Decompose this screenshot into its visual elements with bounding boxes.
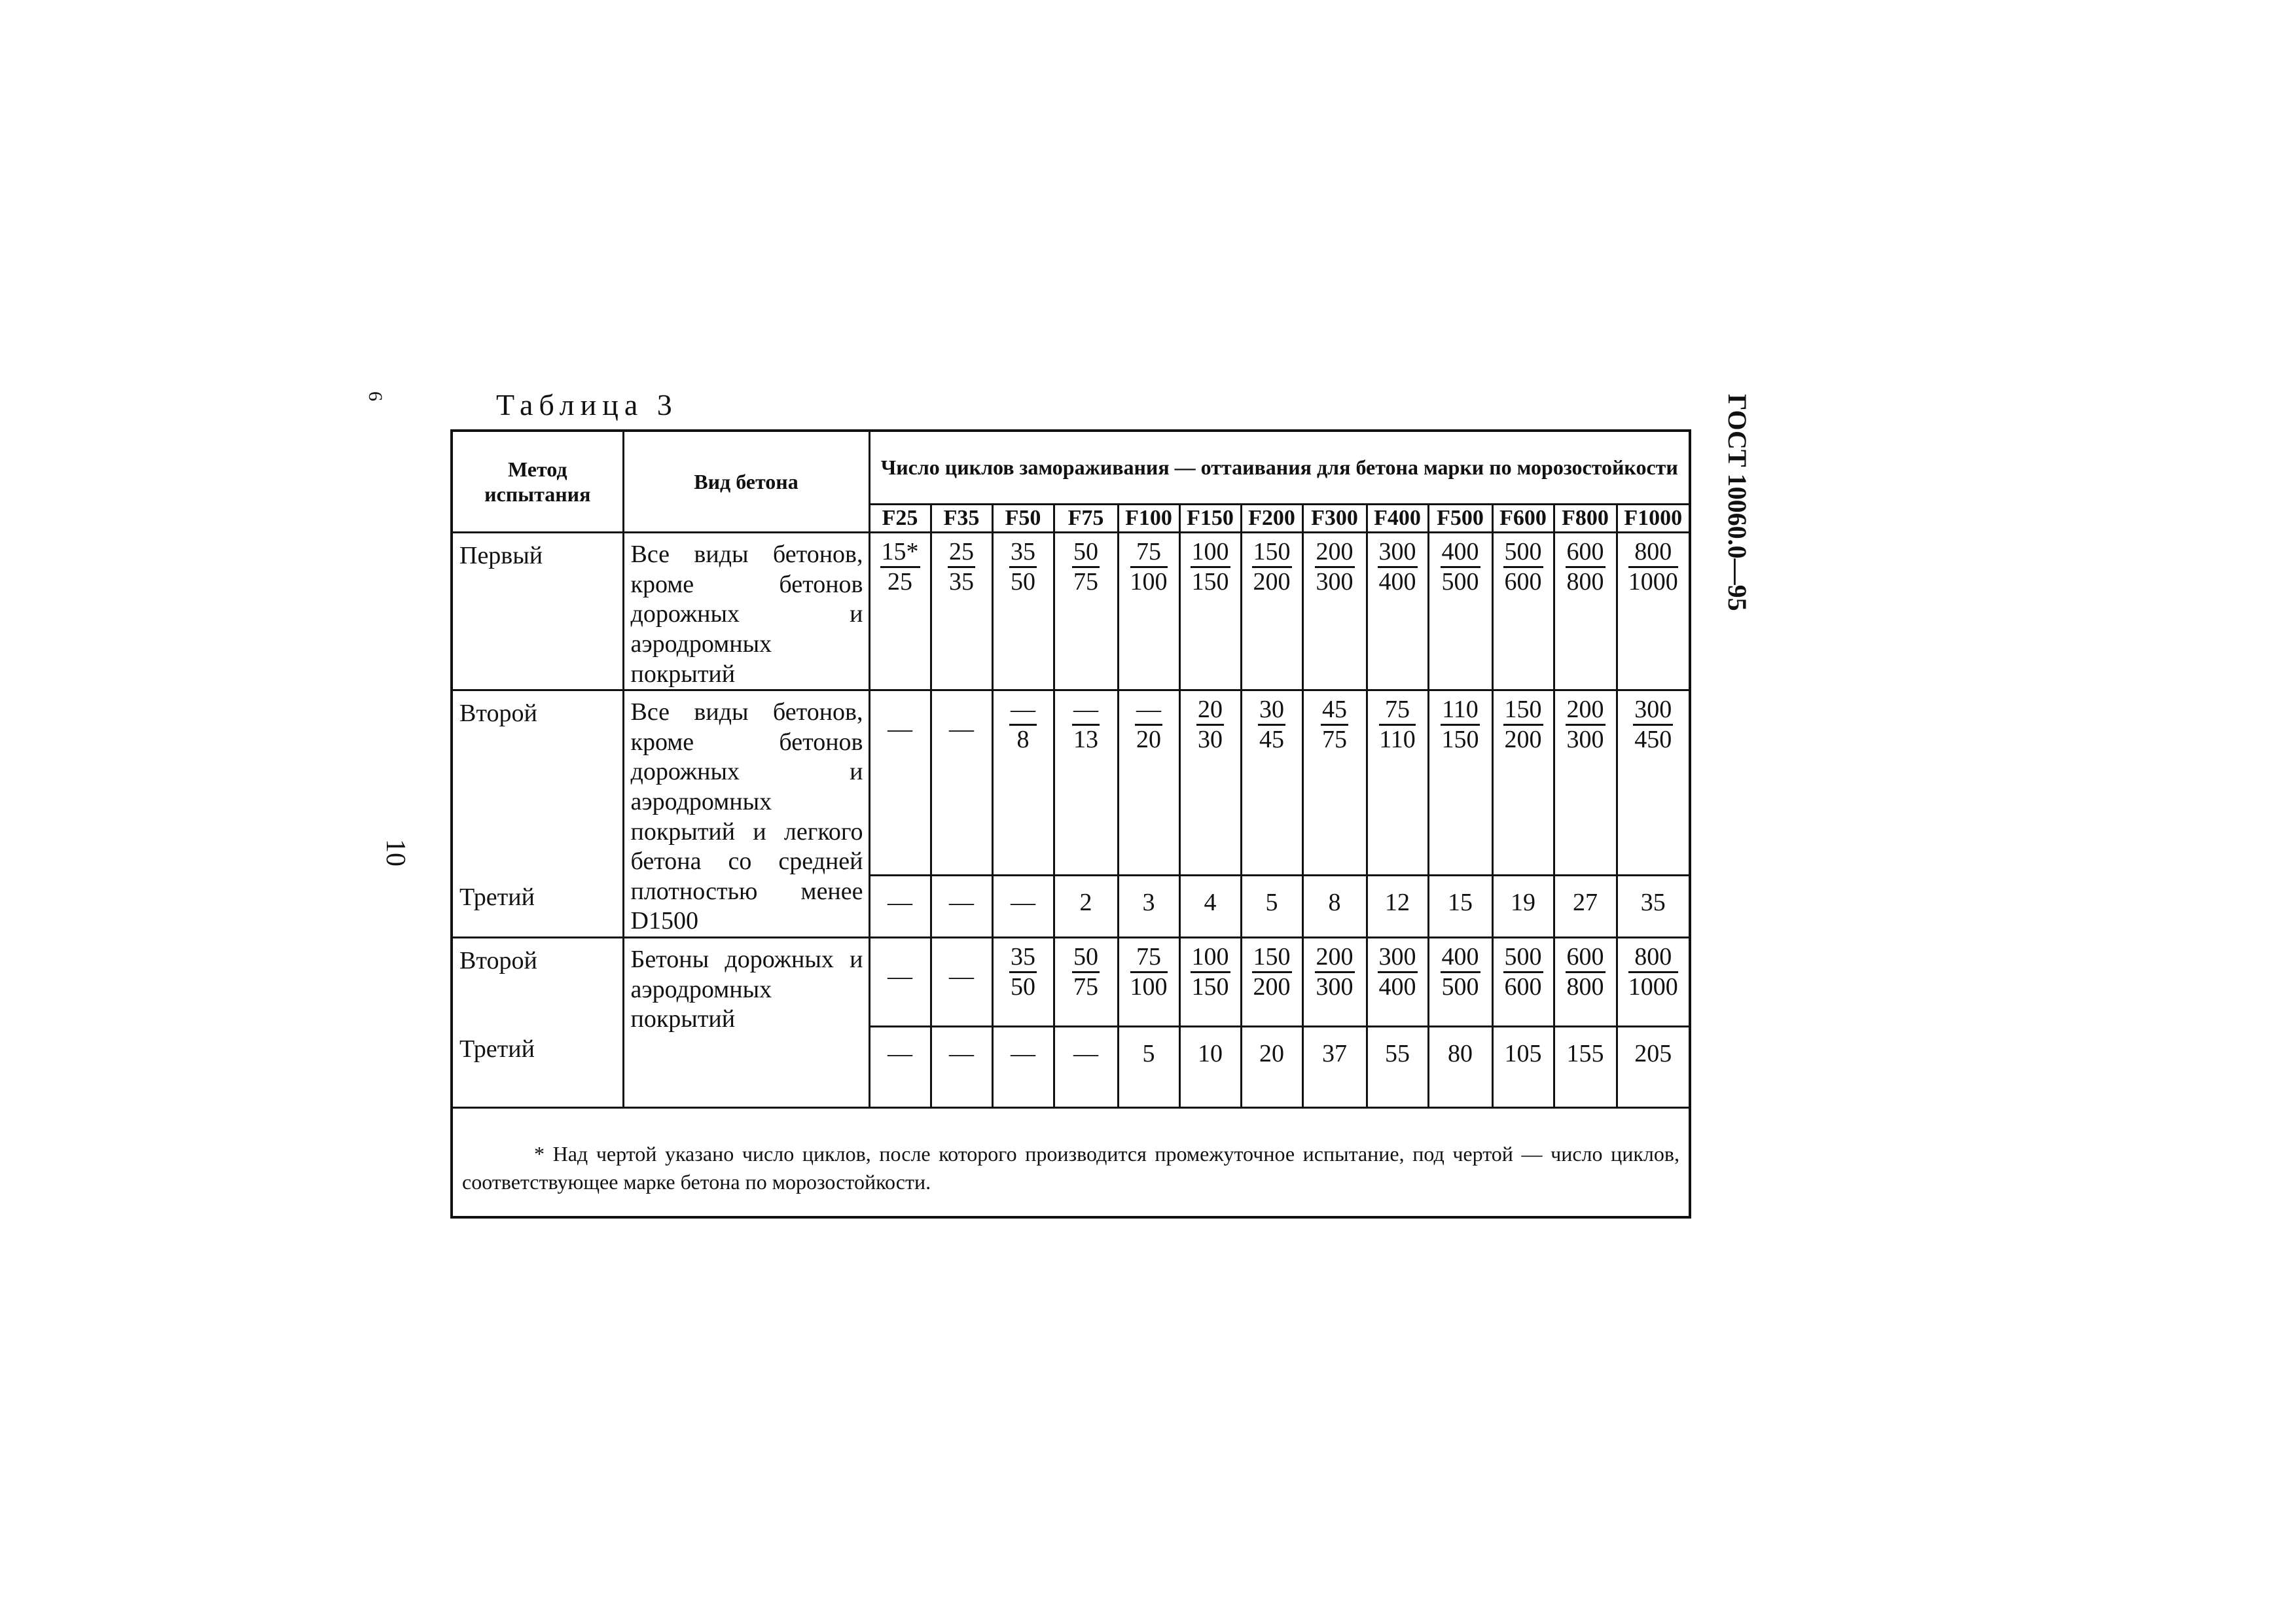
cycle-count: — xyxy=(949,1040,974,1068)
fraction xyxy=(1441,696,1480,754)
cycle-count: — xyxy=(949,888,974,916)
fraction-denominator: 50 xyxy=(1011,972,1035,1001)
value-cell xyxy=(869,938,931,1027)
cycle-count: 105 xyxy=(1504,1040,1542,1068)
fraction-denominator: 100 xyxy=(1130,972,1168,1001)
value-cell xyxy=(1054,938,1118,1027)
value-cell xyxy=(1054,533,1118,690)
cycle-count: 205 xyxy=(1634,1040,1672,1068)
fraction xyxy=(1191,539,1230,596)
value-cell xyxy=(1054,1027,1118,1108)
value-cell xyxy=(1617,875,1690,937)
cycle-count: 8 xyxy=(1328,888,1341,916)
fraction-denominator: 75 xyxy=(1073,972,1098,1001)
value-cell xyxy=(1617,690,1690,875)
fraction-denominator: 400 xyxy=(1378,568,1416,596)
fraction xyxy=(1315,539,1355,596)
fraction-denominator: 20 xyxy=(1136,726,1161,754)
fraction xyxy=(1252,944,1292,1001)
value-cell xyxy=(1054,690,1118,875)
dash-value: — xyxy=(949,715,974,743)
fraction-numerator: 200 xyxy=(1315,539,1355,568)
fraction-denominator: 75 xyxy=(1322,726,1347,754)
value-cell xyxy=(1118,938,1179,1027)
fraction-numerator: — xyxy=(1009,696,1037,726)
header-method: Метод испытания xyxy=(452,431,623,533)
value-cell xyxy=(1554,690,1617,875)
value-cell xyxy=(1179,875,1241,937)
value-cell xyxy=(1241,875,1302,937)
fraction-numerator: 35 xyxy=(1009,944,1037,973)
value-cell xyxy=(1492,1027,1554,1108)
fraction-numerator: 75 xyxy=(1379,696,1416,726)
fraction xyxy=(1252,539,1292,596)
cycle-count: 12 xyxy=(1385,888,1410,916)
header-cycles: Число циклов замораживания — оттаивания для бетона марки по морозостойкости xyxy=(869,431,1690,504)
fraction xyxy=(1378,539,1418,596)
table-row xyxy=(452,938,1690,1027)
fraction-denominator: 150 xyxy=(1191,568,1229,596)
grade-f75: F75 xyxy=(1054,504,1118,533)
value-cell xyxy=(992,690,1054,875)
value-cell xyxy=(1241,690,1302,875)
fraction-numerator: 100 xyxy=(1191,539,1230,568)
fraction-denominator: 75 xyxy=(1073,568,1098,596)
cycle-count: 20 xyxy=(1259,1040,1284,1068)
value-cell xyxy=(869,1027,931,1108)
fraction-numerator: 150 xyxy=(1503,696,1543,726)
fraction xyxy=(1072,696,1100,754)
table-title: Таблица 3 xyxy=(496,388,678,421)
fraction-denominator: 450 xyxy=(1634,726,1672,754)
fraction xyxy=(1072,944,1100,1001)
fraction xyxy=(1009,944,1037,1001)
fraction xyxy=(1628,944,1678,1001)
fraction xyxy=(1633,696,1673,754)
cycle-count: 19 xyxy=(1511,888,1535,916)
fraction xyxy=(1503,944,1543,1001)
value-cell xyxy=(1179,690,1241,875)
fraction xyxy=(1503,696,1543,754)
value-cell xyxy=(1367,875,1428,937)
value-cell xyxy=(1302,533,1367,690)
fraction-numerator: 25 xyxy=(948,539,975,568)
fraction-denominator: 500 xyxy=(1441,972,1479,1001)
fraction xyxy=(1009,539,1037,596)
fraction-numerator: 100 xyxy=(1191,944,1230,973)
cycle-count: 37 xyxy=(1322,1040,1347,1068)
value-cell xyxy=(1617,533,1690,690)
fraction xyxy=(1566,539,1605,596)
grade-f800: F800 xyxy=(1554,504,1617,533)
value-cell xyxy=(992,1027,1054,1108)
fraction-numerator: 20 xyxy=(1196,696,1224,726)
fraction xyxy=(1258,696,1285,754)
grade-f200: F200 xyxy=(1241,504,1302,533)
fraction xyxy=(1135,696,1162,754)
fraction-denominator: 13 xyxy=(1073,726,1098,754)
fraction-denominator: 800 xyxy=(1566,568,1604,596)
fraction-numerator: 200 xyxy=(1315,944,1355,973)
value-cell xyxy=(1367,938,1428,1027)
fraction xyxy=(948,539,975,596)
fraction xyxy=(1321,696,1348,754)
cycle-count: 5 xyxy=(1265,888,1278,916)
fraction-numerator: 800 xyxy=(1628,944,1678,973)
fraction xyxy=(1072,539,1100,596)
fraction-numerator: 150 xyxy=(1252,539,1292,568)
value-cell xyxy=(992,533,1054,690)
fraction xyxy=(1130,539,1168,596)
value-cell xyxy=(931,875,992,937)
value-cell xyxy=(869,533,931,690)
value-cell xyxy=(1367,1027,1428,1108)
cycle-count: 5 xyxy=(1142,1040,1155,1068)
value-cell xyxy=(1554,1027,1617,1108)
value-cell xyxy=(1617,1027,1690,1108)
cycle-count: — xyxy=(1011,888,1035,916)
fraction-numerator: 800 xyxy=(1628,539,1678,568)
fraction-numerator: 15* xyxy=(880,539,920,568)
value-cell xyxy=(869,690,931,875)
fraction-denominator: 500 xyxy=(1441,568,1479,596)
fraction-denominator: 800 xyxy=(1566,972,1604,1001)
grade-f300: F300 xyxy=(1302,504,1367,533)
value-cell xyxy=(1179,533,1241,690)
value-cell xyxy=(1428,875,1492,937)
cycle-count: 15 xyxy=(1448,888,1473,916)
grade-f35: F35 xyxy=(931,504,992,533)
value-cell xyxy=(1492,875,1554,937)
fraction xyxy=(1196,696,1224,754)
kind-cell: Все виды бетонов, кроме бетонов дорожных и аэродромных покрытий xyxy=(623,533,869,690)
fraction xyxy=(1628,539,1678,596)
dash-value: — xyxy=(888,715,912,743)
kind-cell: Все виды бетонов, кроме бетонов дорожных и аэродромных покрытий и легкого бетона со средней плотностью менее D1500 xyxy=(623,690,869,938)
fraction-denominator: 1000 xyxy=(1628,972,1678,1001)
footnote xyxy=(452,1108,1690,1218)
fraction-denominator: 25 xyxy=(888,568,912,596)
fraction-numerator: 500 xyxy=(1503,944,1543,973)
grade-f25: F25 xyxy=(869,504,931,533)
fraction-numerator: 400 xyxy=(1441,539,1480,568)
frost-resistance-table xyxy=(450,429,1691,1219)
value-cell xyxy=(1302,1027,1367,1108)
value-cell xyxy=(1492,690,1554,875)
table-container xyxy=(450,429,1691,1219)
value-cell xyxy=(1428,690,1492,875)
value-cell xyxy=(1554,533,1617,690)
value-cell xyxy=(869,875,931,937)
fraction-denominator: 300 xyxy=(1316,972,1354,1001)
fraction-numerator: 400 xyxy=(1441,944,1480,973)
value-cell xyxy=(931,690,992,875)
grade-f100: F100 xyxy=(1118,504,1179,533)
value-cell xyxy=(1554,875,1617,937)
fraction xyxy=(1441,539,1480,596)
cycle-count: 27 xyxy=(1573,888,1598,916)
value-cell xyxy=(1241,533,1302,690)
value-cell xyxy=(1054,875,1118,937)
fraction-numerator: 75 xyxy=(1130,539,1168,568)
value-cell xyxy=(1428,1027,1492,1108)
cycle-count: — xyxy=(888,888,912,916)
value-cell xyxy=(1302,938,1367,1027)
fraction-numerator: 35 xyxy=(1009,539,1037,568)
fraction-numerator: — xyxy=(1072,696,1100,726)
fraction-denominator: 400 xyxy=(1378,972,1416,1001)
grade-f1000: F1000 xyxy=(1617,504,1690,533)
fraction-numerator: 600 xyxy=(1566,944,1605,973)
value-cell xyxy=(1617,938,1690,1027)
fraction-numerator: 300 xyxy=(1378,539,1418,568)
cycle-count: 2 xyxy=(1079,888,1092,916)
fraction-numerator: 200 xyxy=(1566,696,1605,726)
value-cell xyxy=(1554,938,1617,1027)
value-cell xyxy=(1428,533,1492,690)
fraction-denominator: 30 xyxy=(1198,726,1223,754)
fraction-denominator: 1000 xyxy=(1628,568,1678,596)
fraction-numerator: 500 xyxy=(1503,539,1543,568)
fraction xyxy=(1191,944,1230,1001)
cycle-count: 155 xyxy=(1566,1040,1604,1068)
cycle-count: — xyxy=(888,1040,912,1068)
value-cell xyxy=(1118,1027,1179,1108)
value-cell xyxy=(1367,533,1428,690)
value-cell xyxy=(1367,690,1428,875)
fraction-denominator: 150 xyxy=(1441,726,1479,754)
fraction xyxy=(1130,944,1168,1001)
value-cell xyxy=(1179,1027,1241,1108)
fraction-denominator: 300 xyxy=(1316,568,1354,596)
fraction-numerator: — xyxy=(1135,696,1162,726)
grade-f600: F600 xyxy=(1492,504,1554,533)
fraction xyxy=(1566,696,1605,754)
fraction-denominator: 110 xyxy=(1379,726,1416,754)
value-cell xyxy=(1302,690,1367,875)
value-cell xyxy=(1241,938,1302,1027)
cycle-count: — xyxy=(1011,1040,1035,1068)
value-cell xyxy=(1118,690,1179,875)
method-cell: Третий xyxy=(452,875,623,937)
fraction-denominator: 45 xyxy=(1259,726,1284,754)
value-cell xyxy=(1492,938,1554,1027)
value-cell xyxy=(1118,533,1179,690)
fraction xyxy=(1379,696,1416,754)
fraction-numerator: 150 xyxy=(1252,944,1292,973)
fraction-denominator: 200 xyxy=(1253,568,1291,596)
value-cell xyxy=(1302,875,1367,937)
dash-value: — xyxy=(888,963,912,991)
fraction-denominator: 200 xyxy=(1504,726,1542,754)
fraction xyxy=(1441,944,1480,1001)
value-cell xyxy=(992,875,1054,937)
fraction-numerator: 300 xyxy=(1378,944,1418,973)
value-cell xyxy=(931,533,992,690)
fraction-numerator: 50 xyxy=(1072,539,1100,568)
grade-f500: F500 xyxy=(1428,504,1492,533)
cycle-count: — xyxy=(1073,1040,1098,1068)
value-cell xyxy=(992,938,1054,1027)
document-code: ГОСТ 10060.0—95 xyxy=(1723,394,1752,611)
fraction-denominator: 200 xyxy=(1253,972,1291,1001)
method-cell: Третий xyxy=(452,1027,623,1108)
cycle-count: 55 xyxy=(1385,1040,1410,1068)
grade-f50: F50 xyxy=(992,504,1054,533)
kind-cell: Бетоны дорожных и аэродромных покрытий xyxy=(623,938,869,1108)
cycle-count: 80 xyxy=(1448,1040,1473,1068)
method-cell: Второй xyxy=(452,938,623,1027)
fraction-numerator: 600 xyxy=(1566,539,1605,568)
value-cell xyxy=(1492,533,1554,690)
fraction-denominator: 600 xyxy=(1504,972,1542,1001)
fraction-denominator: 300 xyxy=(1566,726,1604,754)
fraction-denominator: 8 xyxy=(1016,726,1030,754)
table-row xyxy=(452,690,1690,875)
value-cell xyxy=(1118,875,1179,937)
fraction-numerator: 110 xyxy=(1441,696,1480,726)
fraction-denominator: 150 xyxy=(1191,972,1229,1001)
fraction-denominator: 600 xyxy=(1504,568,1542,596)
fraction xyxy=(1315,944,1355,1001)
cycle-count: 35 xyxy=(1640,888,1666,916)
header-kind: Вид бетона xyxy=(623,431,869,533)
fraction xyxy=(1566,944,1605,1001)
fraction-numerator: 45 xyxy=(1321,696,1348,726)
fraction-numerator: 50 xyxy=(1072,944,1100,973)
fraction-numerator: 75 xyxy=(1130,944,1168,973)
value-cell xyxy=(1241,1027,1302,1108)
method-cell: Первый xyxy=(452,533,623,690)
fraction xyxy=(880,539,920,596)
table-row xyxy=(452,533,1690,690)
fraction xyxy=(1009,696,1037,754)
fraction-numerator: 30 xyxy=(1258,696,1285,726)
page-number-top: 6 xyxy=(365,391,386,401)
grade-f150: F150 xyxy=(1179,504,1241,533)
fraction-denominator: 50 xyxy=(1011,568,1035,596)
grade-f400: F400 xyxy=(1367,504,1428,533)
cycle-count: 3 xyxy=(1142,888,1155,916)
cycle-count: 4 xyxy=(1204,888,1217,916)
value-cell xyxy=(1428,938,1492,1027)
fraction-numerator: 300 xyxy=(1633,696,1673,726)
dash-value: — xyxy=(949,963,974,991)
value-cell xyxy=(1179,938,1241,1027)
fraction-denominator: 100 xyxy=(1130,568,1168,596)
page-number-mid: 10 xyxy=(380,839,410,866)
fraction xyxy=(1378,944,1418,1001)
fraction xyxy=(1503,539,1543,596)
footnote-text: * Над чертой указано число циклов, после которого производится промежуточное испытание, под чертой — число циклов, соответствующее марке бетона по морозостойкости. xyxy=(462,1142,1679,1194)
cycle-count: 10 xyxy=(1198,1040,1223,1068)
fraction-denominator: 35 xyxy=(949,568,974,596)
value-cell xyxy=(931,938,992,1027)
value-cell xyxy=(931,1027,992,1108)
method-cell: Второй xyxy=(452,690,623,875)
